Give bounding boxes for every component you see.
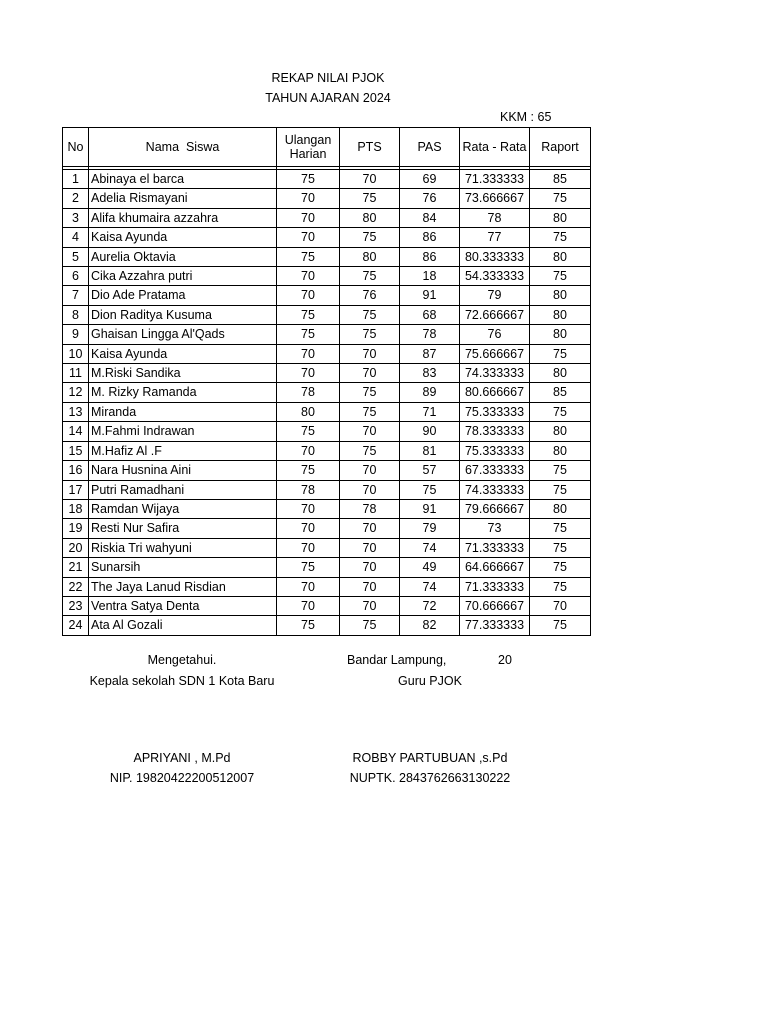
teacher-role: Guru PJOK [398,674,462,688]
col-header-pas: PAS [400,128,460,167]
cell-ulangan-harian: 70 [277,519,340,538]
cell-rata-rata: 75.666667 [460,344,530,363]
table-row [63,267,591,286]
cell-student-name: Cika Azzahra putri [89,267,277,286]
cell-student-name: Ata Al Gozali [89,616,277,635]
cell-pas: 91 [400,499,460,518]
col-header-ulangan-harian-text: Ulangan Harian [284,133,332,161]
cell-pts: 75 [340,383,400,402]
table-body [63,167,591,636]
cell-pts: 75 [340,305,400,324]
table-row [63,208,591,227]
cell-raport: 75 [530,267,591,286]
cell-no: 22 [63,577,89,596]
cell-pas: 86 [400,247,460,266]
cell-rata-rata: 74.333333 [460,480,530,499]
col-header-ulangan-harian [277,128,340,167]
cell-rata-rata: 73 [460,519,530,538]
cell-student-name: Putri Ramadhani [89,480,277,499]
cell-no: 15 [63,441,89,460]
cell-no: 18 [63,499,89,518]
cell-student-name: Ghaisan Lingga Al'Qads [89,325,277,344]
cell-pas: 90 [400,422,460,441]
cell-pas: 81 [400,441,460,460]
principal-nip: NIP. 19820422200512007 [109,771,255,785]
cell-ulangan-harian: 70 [277,499,340,518]
cell-student-name: Alifa khumaira azzahra [89,208,277,227]
col-header-raport: Raport [530,128,591,167]
cell-rata-rata: 67.333333 [460,461,530,480]
cell-rata-rata: 72.666667 [460,305,530,324]
acknowledged-label: Mengetahui. [147,653,217,667]
cell-ulangan-harian: 70 [277,441,340,460]
cell-ulangan-harian: 70 [277,228,340,247]
cell-raport: 80 [530,325,591,344]
year-label: 20 [498,653,512,667]
cell-rata-rata: 75.333333 [460,402,530,421]
cell-no: 11 [63,364,89,383]
cell-raport: 80 [530,305,591,324]
cell-no: 5 [63,247,89,266]
cell-pas: 83 [400,364,460,383]
cell-ulangan-harian: 75 [277,170,340,189]
cell-pas: 89 [400,383,460,402]
cell-rata-rata: 75.333333 [460,441,530,460]
cell-no: 13 [63,402,89,421]
cell-pts: 70 [340,422,400,441]
table-row [63,286,591,305]
cell-student-name: Dion Raditya Kusuma [89,305,277,324]
cell-pts: 70 [340,577,400,596]
cell-raport: 80 [530,247,591,266]
document-subtitle: TAHUN AJARAN 2024 [265,91,391,105]
table-row [63,480,591,499]
cell-rata-rata: 74.333333 [460,364,530,383]
cell-no: 2 [63,189,89,208]
cell-raport: 75 [530,538,591,557]
cell-pts: 70 [340,170,400,189]
cell-rata-rata: 80.333333 [460,247,530,266]
cell-pts: 70 [340,558,400,577]
table-row [63,519,591,538]
cell-rata-rata: 71.333333 [460,538,530,557]
cell-pts: 75 [340,189,400,208]
cell-pas: 68 [400,305,460,324]
col-header-rata-rata: Rata - Rata [460,128,530,167]
cell-pas: 76 [400,189,460,208]
cell-student-name: Kaisa Ayunda [89,344,277,363]
cell-pts: 78 [340,499,400,518]
cell-pts: 75 [340,441,400,460]
cell-no: 14 [63,422,89,441]
place-label: Bandar Lampung, [347,653,447,667]
cell-student-name: The Jaya Lanud Risdian [89,577,277,596]
cell-ulangan-harian: 80 [277,402,340,421]
cell-no: 7 [63,286,89,305]
table-row [63,499,591,518]
table-row [63,422,591,441]
cell-pas: 18 [400,267,460,286]
cell-student-name: Abinaya el barca [89,170,277,189]
cell-pts: 70 [340,596,400,615]
cell-pas: 86 [400,228,460,247]
cell-ulangan-harian: 78 [277,480,340,499]
cell-student-name: Aurelia Oktavia [89,247,277,266]
cell-pts: 75 [340,325,400,344]
cell-student-name: Ventra Satya Denta [89,596,277,615]
cell-student-name: Miranda [89,402,277,421]
table-row [63,325,591,344]
cell-rata-rata: 70.666667 [460,596,530,615]
cell-raport: 75 [530,461,591,480]
cell-raport: 75 [530,616,591,635]
cell-no: 12 [63,383,89,402]
cell-ulangan-harian: 70 [277,596,340,615]
cell-raport: 75 [530,519,591,538]
cell-raport: 75 [530,189,591,208]
cell-ulangan-harian: 75 [277,325,340,344]
cell-ulangan-harian: 75 [277,558,340,577]
cell-ulangan-harian: 70 [277,286,340,305]
cell-pas: 74 [400,577,460,596]
cell-ulangan-harian: 75 [277,461,340,480]
cell-pts: 80 [340,208,400,227]
table-row [63,441,591,460]
cell-student-name: Kaisa Ayunda [89,228,277,247]
cell-raport: 80 [530,441,591,460]
table-row [63,247,591,266]
table-row [63,305,591,324]
cell-ulangan-harian: 70 [277,189,340,208]
document-title: REKAP NILAI PJOK [271,71,385,85]
cell-pts: 75 [340,616,400,635]
cell-pas: 71 [400,402,460,421]
cell-student-name: Ramdan Wijaya [89,499,277,518]
cell-pts: 70 [340,538,400,557]
table-row [63,228,591,247]
col-header-pts: PTS [340,128,400,167]
cell-rata-rata: 78.333333 [460,422,530,441]
cell-student-name: Nara Husnina Aini [89,461,277,480]
cell-no: 21 [63,558,89,577]
cell-ulangan-harian: 75 [277,422,340,441]
table-row [63,538,591,557]
cell-raport: 70 [530,596,591,615]
cell-ulangan-harian: 70 [277,577,340,596]
cell-raport: 80 [530,286,591,305]
cell-pas: 72 [400,596,460,615]
cell-pas: 57 [400,461,460,480]
cell-pas: 78 [400,325,460,344]
cell-pas: 91 [400,286,460,305]
table-row [63,189,591,208]
table-row [63,170,591,189]
cell-pas: 69 [400,170,460,189]
cell-pas: 75 [400,480,460,499]
cell-ulangan-harian: 70 [277,364,340,383]
cell-pts: 70 [340,364,400,383]
cell-rata-rata: 54.333333 [460,267,530,286]
cell-no: 9 [63,325,89,344]
table-row [63,577,591,596]
cell-rata-rata: 71.333333 [460,577,530,596]
table-row [63,402,591,421]
cell-ulangan-harian: 75 [277,305,340,324]
cell-pas: 84 [400,208,460,227]
cell-pas: 74 [400,538,460,557]
cell-rata-rata: 77 [460,228,530,247]
cell-raport: 80 [530,208,591,227]
cell-pas: 79 [400,519,460,538]
cell-no: 20 [63,538,89,557]
teacher-name: ROBBY PARTUBUAN ,s.Pd [352,751,508,765]
cell-ulangan-harian: 78 [277,383,340,402]
cell-no: 10 [63,344,89,363]
cell-pts: 70 [340,344,400,363]
cell-raport: 75 [530,228,591,247]
cell-pts: 76 [340,286,400,305]
cell-ulangan-harian: 70 [277,267,340,286]
cell-ulangan-harian: 75 [277,247,340,266]
principal-title: Kepala sekolah SDN 1 Kota Baru [89,674,275,688]
cell-student-name: Sunarsih [89,558,277,577]
cell-ulangan-harian: 70 [277,208,340,227]
cell-raport: 75 [530,402,591,421]
cell-pts: 80 [340,247,400,266]
table-row [63,616,591,635]
grade-table [62,127,591,636]
cell-raport: 85 [530,170,591,189]
cell-raport: 80 [530,364,591,383]
cell-pas: 49 [400,558,460,577]
cell-rata-rata: 78 [460,208,530,227]
table-row [63,596,591,615]
cell-rata-rata: 76 [460,325,530,344]
cell-rata-rata: 73.666667 [460,189,530,208]
table-row [63,383,591,402]
cell-student-name: Adelia Rismayani [89,189,277,208]
cell-rata-rata: 71.333333 [460,170,530,189]
cell-rata-rata: 79 [460,286,530,305]
cell-pts: 70 [340,461,400,480]
cell-raport: 75 [530,480,591,499]
cell-no: 24 [63,616,89,635]
cell-pts: 70 [340,519,400,538]
cell-raport: 75 [530,344,591,363]
principal-name: APRIYANI , M.Pd [133,751,231,765]
cell-student-name: M.Hafiz Al .F [89,441,277,460]
cell-no: 8 [63,305,89,324]
cell-raport: 75 [530,558,591,577]
cell-student-name: Dio Ade Pratama [89,286,277,305]
cell-ulangan-harian: 75 [277,616,340,635]
cell-pts: 75 [340,402,400,421]
cell-no: 6 [63,267,89,286]
cell-rata-rata: 80.666667 [460,383,530,402]
cell-no: 16 [63,461,89,480]
cell-raport: 80 [530,499,591,518]
cell-no: 3 [63,208,89,227]
col-header-no: No [63,128,89,167]
cell-raport: 75 [530,577,591,596]
cell-no: 17 [63,480,89,499]
table-row [63,364,591,383]
cell-ulangan-harian: 70 [277,538,340,557]
table-row [63,461,591,480]
cell-rata-rata: 77.333333 [460,616,530,635]
kkm-label: KKM : 65 [500,110,552,124]
cell-pts: 70 [340,480,400,499]
col-header-name: Nama Siswa [89,128,277,167]
table-row [63,558,591,577]
cell-no: 1 [63,170,89,189]
cell-ulangan-harian: 70 [277,344,340,363]
teacher-nuptk: NUPTK. 2843762663130222 [349,771,511,785]
cell-no: 4 [63,228,89,247]
cell-rata-rata: 79.666667 [460,499,530,518]
cell-raport: 85 [530,383,591,402]
table-row [63,344,591,363]
cell-student-name: M. Rizky Ramanda [89,383,277,402]
cell-pas: 87 [400,344,460,363]
cell-pts: 75 [340,228,400,247]
cell-pts: 75 [340,267,400,286]
cell-raport: 80 [530,422,591,441]
table-header-row [63,128,591,167]
cell-pas: 82 [400,616,460,635]
cell-student-name: Riskia Tri wahyuni [89,538,277,557]
cell-no: 23 [63,596,89,615]
cell-student-name: M.Riski Sandika [89,364,277,383]
cell-no: 19 [63,519,89,538]
cell-rata-rata: 64.666667 [460,558,530,577]
cell-student-name: Resti Nur Safira [89,519,277,538]
cell-student-name: M.Fahmi Indrawan [89,422,277,441]
